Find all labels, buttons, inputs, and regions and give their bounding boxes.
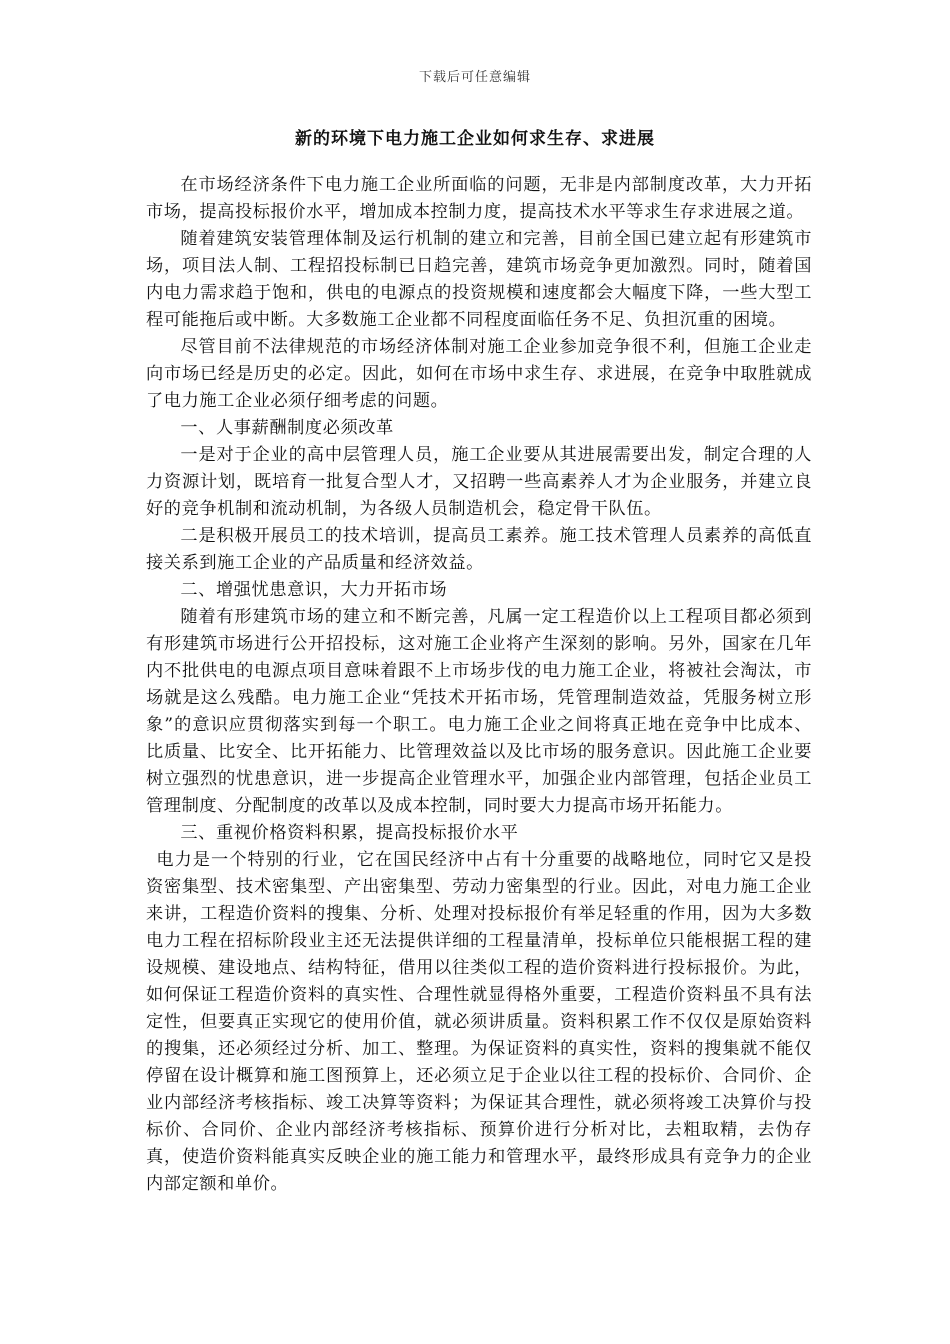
section-heading-2: 二、增强忧患意识，大力开拓市场 <box>180 580 448 600</box>
section-heading-1: 一、人事薪酬制度必须改革 <box>180 418 394 438</box>
section-heading-3: 三、重视价格资料积累，提高投标报价水平 <box>180 823 519 843</box>
paragraph-training: 二是积极开展员工的技术培训，提高员工素养。施工技术管理人员素养的高低直接关系到施工企业的产品质量和经济效益。 <box>146 526 812 573</box>
document-title: 新的环境下电力施工企业如何求生存、求进展 <box>295 129 655 149</box>
document-body <box>146 172 812 1198</box>
paragraph-intro: 在市场经济条件下电力施工企业所面临的问题，无非是内部制度改革，大力开拓市场，提高投标报价水平，增加成本控制力度，提高技术水平等求生存求进展之道。 <box>146 175 812 222</box>
paragraph-market-expansion: 随着有形建筑市场的建立和不断完善，凡属一定工程造价以上工程项目都必须到有形建筑市场进行公开招投标，这对施工企业将产生深刻的影响。另外，国家在几年内不批供电的电源点项目意味着跟不上市场步伐的电力施工企业，将被社会淘汰，市场就是这么残酷。电力施工企业“凭技术开拓市场，凭管理制造效益，凭服务树立形象”的意识应贯彻落实到每一个职工。电力施工企业之间将真正地在竞争中比成本、比质量、比安全、比开拓能力、比管理效益以及比市场的服务意识。因此施工企业要树立强烈的忧患意识，进一步提高企业管理水平，加强企业内部管理，包括企业员工管理制度、分配制度的改革以及成本控制，同时要大力提高市场开拓能力。 <box>146 607 812 816</box>
paragraph-market-situation: 随着建筑安装管理体制及运行机制的建立和完善，目前全国已建立起有形建筑市场，项目法人制、工程招投标制已日趋完善，建筑市场竞争更加激烈。同时，随着国内电力需求趋于饱和，供电的电源点的投资规模和速度都会大幅度下降，一些大型工程可能拖后或中断。大多数施工企业都不同程度面临任务不足、负担沉重的困境。 <box>146 229 812 330</box>
paragraph-pricing-data: 电力是一个特别的行业，它在国民经济中占有十分重要的战略地位，同时它又是投资密集型、技术密集型、产出密集型、劳动力密集型的行业。因此，对电力施工企业来讲，工程造价资料的搜集、分析、处理对投标报价有举足轻重的作用，因为大多数电力工程在招标阶段业主还无法提供详细的工程量清单，投标单位只能根据工程的建设规模、建设地点、结构特征，借用以往类似工程的造价资料进行投标报价。为此，如何保证工程造价资料的真实性、合理性就显得格外重要，工程造价资料虽不具有法定性，但要真正实现它的使用价值，就必须讲质量。资料积累工作不仅仅是原始资料的搜集，还必须经过分析、加工、整理。为保证资料的真实性，资料的搜集就不能仅停留在设计概算和施工图预算上，还必须立足于企业以往工程的投标价、合同价、企业内部经济考核指标、竣工决算等资料；为保证其合理性，就必须将竣工决算价与投标价、合同价、企业内部经济考核指标、预算价进行分析对比，去粗取精，去伪存真，使造价资料能真实反映企业的施工能力和管理水平，最终形成具有竞争力的企业内部定额和单价。 <box>146 850 812 1194</box>
paragraph-hr-management: 一是对于企业的高中层管理人员，施工企业要从其进展需要出发，制定合理的人力资源计划，既培育一批复合型人才，又招聘一些高素养人才为企业服务，并建立良好的竞争机制和流动机制，为各级人员制造机会，稳定骨干队伍。 <box>146 445 812 519</box>
paragraph-competition: 尽管目前不法律规范的市场经济体制对施工企业参加竞争很不利，但施工企业走向市场已经是历史的必定。因此，如何在市场中求生存、求进展，在竞争中取胜就成了电力施工企业必须仔细考虑的问题。 <box>146 337 812 411</box>
header-note: 下载后可任意编辑 <box>418 70 531 85</box>
